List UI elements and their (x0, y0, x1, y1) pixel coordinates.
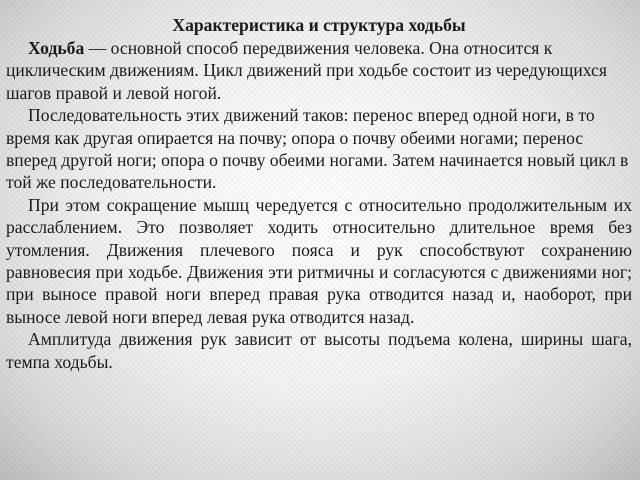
slide-title: Характеристика и структура ходьбы (172, 15, 466, 35)
paragraph-definition (6, 37, 632, 104)
term-walking: Ходьба (28, 38, 85, 58)
slide-content (6, 14, 632, 373)
paragraph-amplitude: Амплитуда движения рук зависит от высоты подъема колена, ширины шага, темпа ходьбы. (6, 329, 632, 372)
paragraph-muscles: При этом сокращение мышц чередуется с относительно продолжительным их расслаблением. Это позволяет ходить относительно длительное время без утомления. Движения плечевого пояса и рук способствуют сохранению равновесия при ходьбе. Движения эти ритмичны и согласуются с движениями ног; при выносе правой ноги вперед правая рука отводится назад и, наоборот, при выносе левой ноги вперед левая рука отводится назад. (6, 194, 632, 327)
paragraph-definition-text: — основной способ передвижения человека. Она относится к циклическим движениям. Цикл движений при ходьбе состоит из чередующихся шагов правой и левой ногой. (6, 38, 607, 103)
paragraph-sequence: Последовательность этих движений таков: перенос вперед одной ноги, в то время как другая опирается на почву; опора о почву обеими ногами; перенос вперед другой ноги; опора о почву обеими ногами. Затем начинается новый цикл в той же последовательности. (6, 105, 629, 193)
